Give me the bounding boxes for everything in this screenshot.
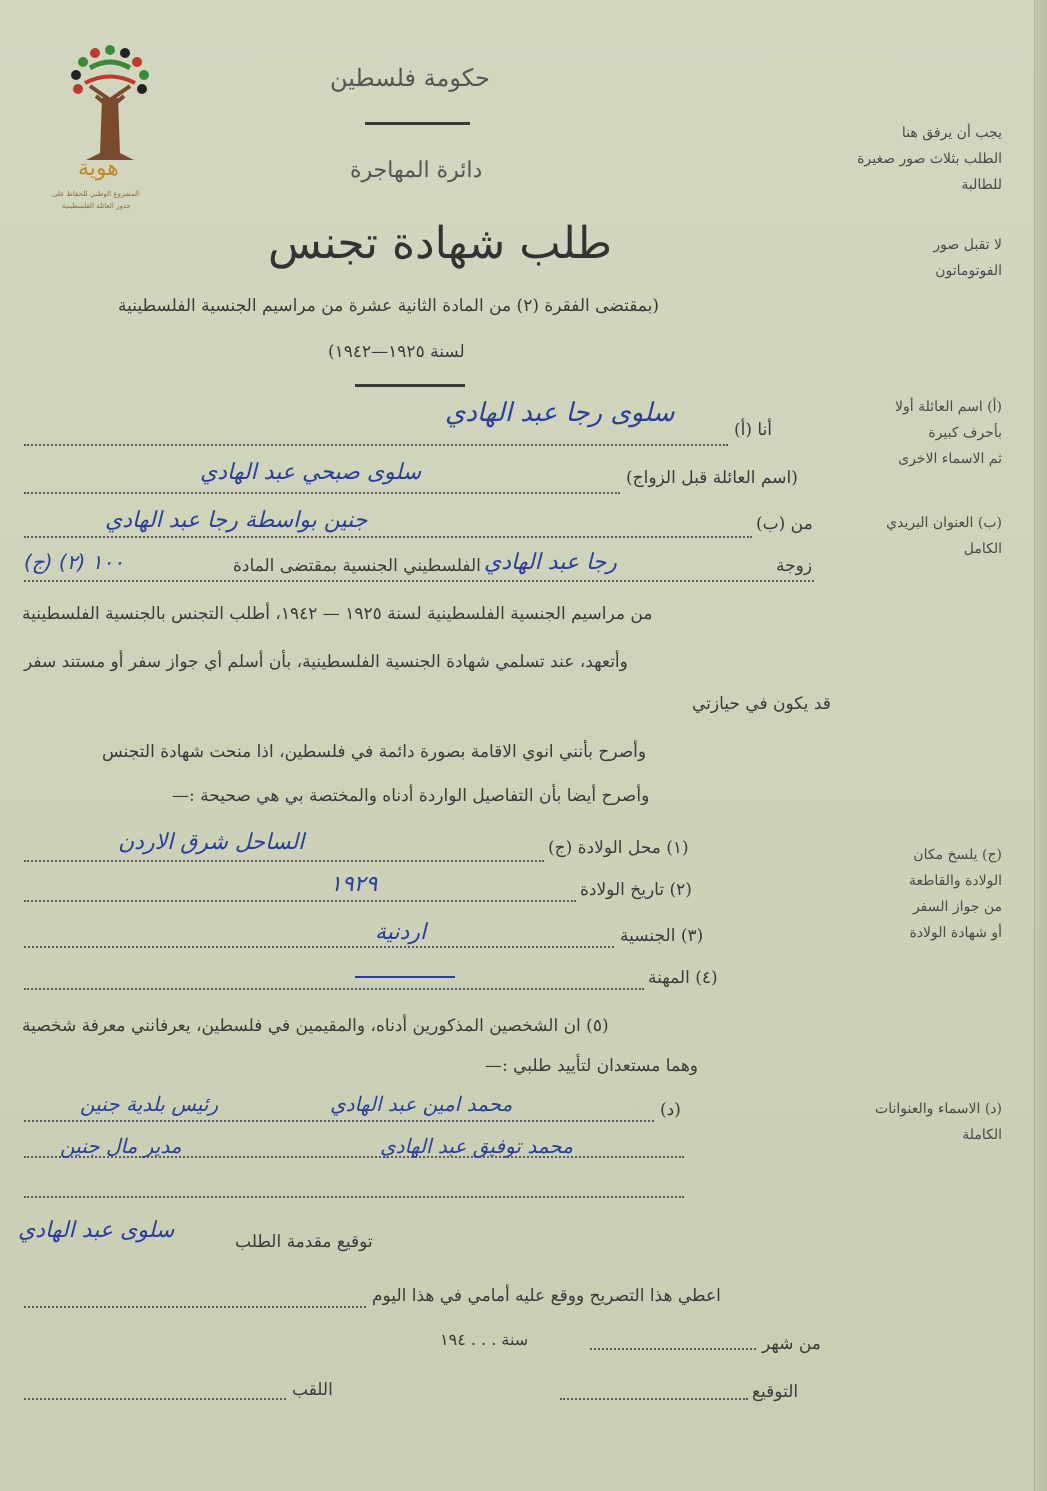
signature-label: توقيع مقدمة الطلب — [235, 1232, 373, 1252]
form-subtitle-2: لسنة ١٩٢٥—١٩٤٢) — [328, 342, 465, 362]
wife-article[interactable]: ١٠٠ (٢) (ج) — [24, 550, 124, 574]
ref1-name[interactable]: محمد امين عبد الهادي — [330, 1092, 513, 1116]
government-heading: حكومة فلسطين — [330, 64, 490, 92]
ana-value[interactable]: سلوى رجا عبد الهادي — [445, 398, 675, 428]
item1-value[interactable]: الساحل شرق الاردن — [118, 830, 305, 855]
para2-line2: وأصرح أيضا بأن التفاصيل الواردة أدناه والمختصة بي هي صحيحة :— — [172, 786, 650, 806]
item1-label: (١) محل الولادة (ج) — [548, 838, 689, 858]
side-note-photomaton: لا تقبل صور الفوتوماتون — [933, 237, 1002, 279]
side-note-address: (ب) العنوان البريدي الكامل — [886, 515, 1002, 557]
month-label: من شهر — [762, 1334, 821, 1354]
para2-line1: وأصرح بأنني انوي الاقامة بصورة دائمة في فلسطين، اذا منحت شهادة التجنس — [102, 742, 647, 762]
heritage-logo — [50, 38, 170, 228]
declaration-line — [24, 1306, 366, 1308]
wife-line — [24, 580, 814, 582]
d-label: (د) — [660, 1100, 681, 1120]
item3-value[interactable]: اردنية — [375, 920, 427, 945]
wife-text: الفلسطيني الجنسية بمقتضى المادة — [233, 556, 481, 576]
item4-line — [24, 988, 644, 990]
wife-value[interactable]: رجا عبد الهادي — [484, 550, 617, 575]
para1-line2: وأتعهد، عند تسلمي شهادة الجنسية الفلسطينية، بأن أسلم أي جواز سفر أو مستند سفر — [24, 652, 628, 672]
ana-line — [24, 444, 728, 446]
from-label: من (ب) — [756, 514, 813, 534]
item3-line — [24, 946, 614, 948]
side-note-family-name: (أ) اسم العائلة أولا بأحرف كبيرة ثم الاسماء الاخرى — [895, 399, 1002, 467]
year-label: سنة . . . ١٩٤ — [440, 1330, 529, 1349]
signature-value[interactable]: سلوى عبد الهادي — [18, 1218, 175, 1243]
signing-line — [560, 1398, 748, 1400]
ref1-line — [24, 1120, 654, 1122]
ana-label: أنا (أ) — [734, 420, 773, 440]
logo-caption-1: المشروع الوطني للحفاظ على — [52, 190, 140, 198]
form-subtitle-1: (بمقتضى الفقرة (٢) من المادة الثانية عشرة من مراسيم الجنسية الفلسطينية — [118, 296, 659, 316]
para1-line1: من مراسيم الجنسية الفلسطينية لسنة ١٩٢٥ — ١٩٤٢، أطلب التجنس بالجنسية الفلسطينية — [22, 604, 653, 624]
month-line — [590, 1348, 756, 1350]
department-heading: دائرة المهاجرة — [350, 158, 483, 183]
item2-label: (٢) تاريخ الولادة — [580, 880, 692, 900]
item2-line — [24, 900, 576, 902]
header-rule — [365, 122, 470, 125]
item3-label: (٣) الجنسية — [620, 926, 704, 946]
title-line — [24, 1398, 286, 1400]
item5-line2: وهما مستعدان لتأييد طلبي :— — [485, 1056, 698, 1076]
page-edge — [1034, 0, 1047, 1491]
from-line — [24, 536, 752, 538]
subtitle-rule — [355, 384, 465, 387]
para1-line3: قد يكون في حيازتي — [692, 694, 831, 714]
maiden-label: (اسم العائلة قبل الزواج) — [626, 468, 798, 488]
ref1-address[interactable]: رئيس بلدية جنين — [80, 1092, 219, 1116]
declaration-text: اعطي هذا التصريح ووقع عليه أمامي في هذا اليوم — [372, 1286, 721, 1306]
form-title: طلب شهادة تجنس — [268, 218, 612, 269]
from-value[interactable]: جنين بواسطة رجا عبد الهادي — [105, 508, 368, 533]
ref2-address[interactable]: مدير مال جنين — [60, 1134, 182, 1158]
item4-label: (٤) المهنة — [648, 968, 718, 988]
item2-value[interactable]: ١٩٢٩ — [330, 872, 378, 897]
side-note-names-addresses: (د) الاسماء والعنوانات الكاملة — [875, 1101, 1002, 1143]
item5-line1: (٥) ان الشخصين المذكورين أدناه، والمقيمين في فلسطين، يعرفانني معرفة شخصية — [22, 1016, 609, 1036]
logo-name: هوية — [78, 156, 119, 181]
signing-label: التوقيع — [752, 1382, 799, 1402]
maiden-value[interactable]: سلوى صبحي عبد الهادي — [200, 460, 422, 485]
blank-line — [24, 1196, 684, 1198]
side-note-photos: يجب أن يرفق هنا الطلب بثلاث صور صغيرة للطالبة — [857, 125, 1002, 193]
side-note-birthplace: (ج) يلسخ مكان الولادة والقاطعة من جواز السفر أو شهادة الولادة — [908, 847, 1002, 941]
title-label: اللقب — [292, 1380, 333, 1400]
wife-label: زوجة — [776, 556, 813, 576]
maiden-line — [24, 492, 620, 494]
item4-dash — [355, 976, 455, 978]
logo-caption-2: جذور العائلة الفلسطينية — [62, 202, 131, 210]
item1-line — [24, 860, 544, 862]
ref2-name[interactable]: محمد توفيق عبد الهادي — [380, 1134, 573, 1158]
